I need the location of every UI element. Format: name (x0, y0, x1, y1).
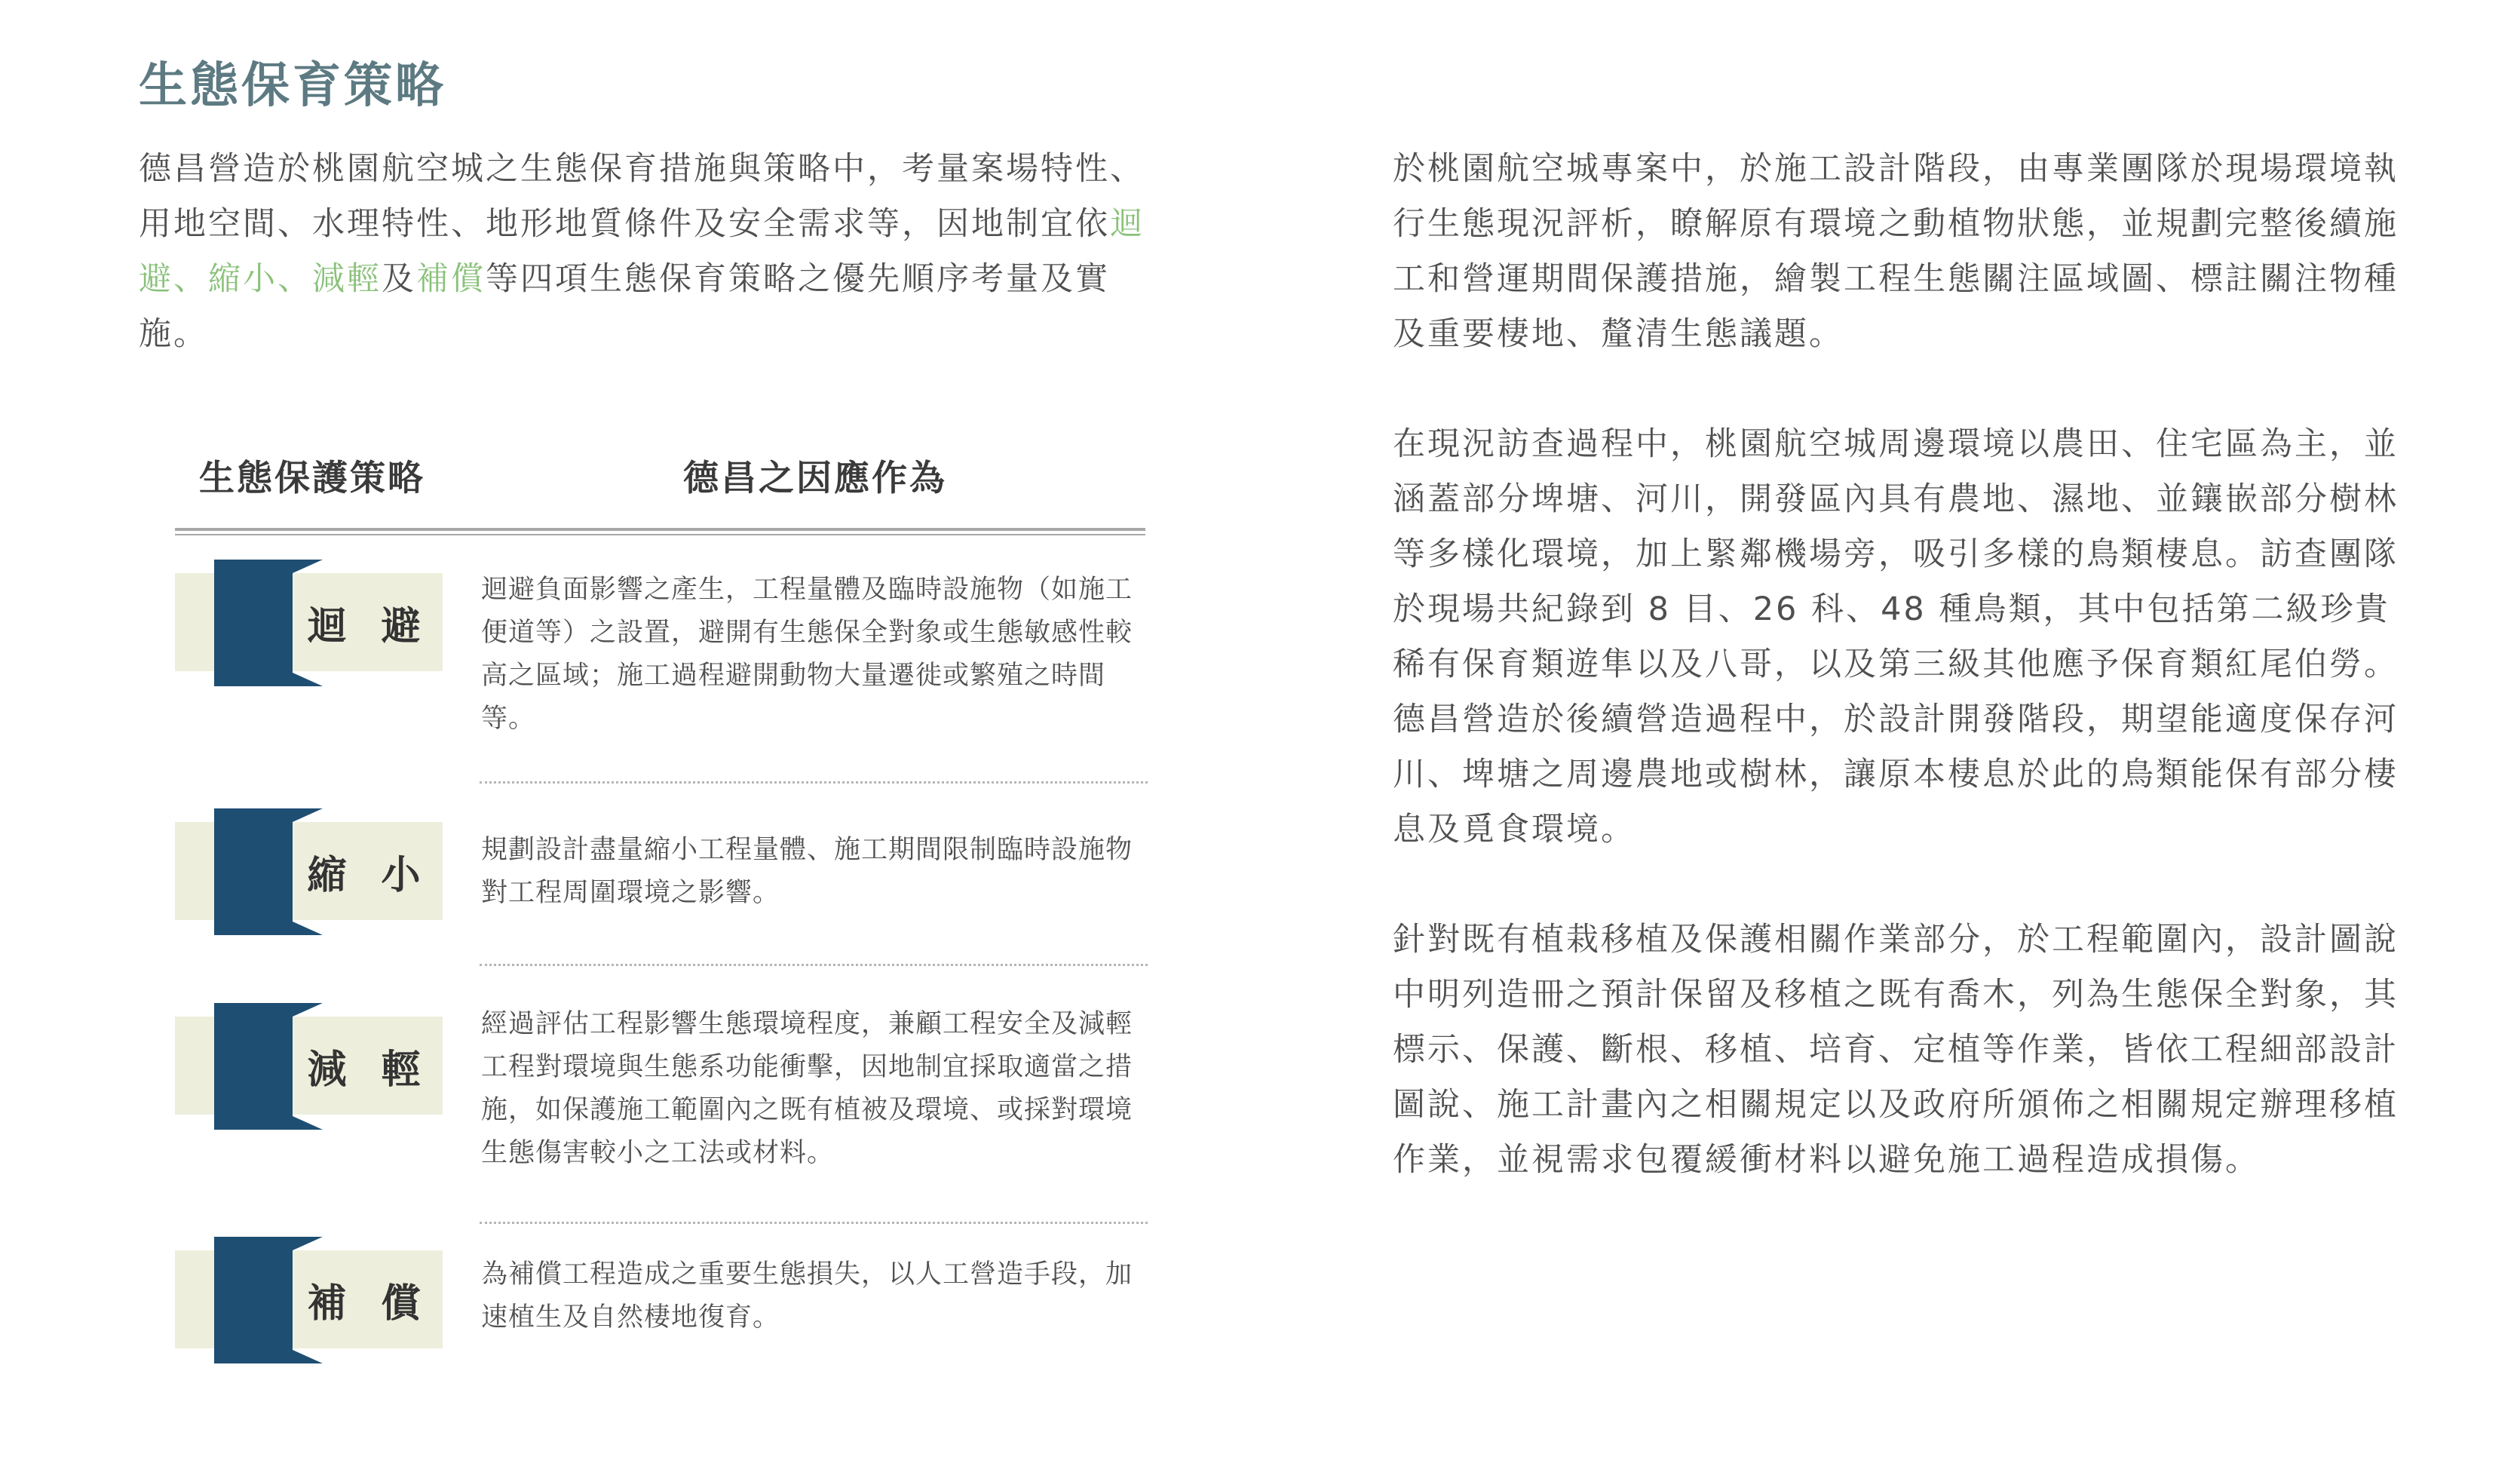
strategy-label: 迴 避 (307, 603, 431, 649)
strategy-badge (175, 808, 443, 935)
strategy-label: 減 輕 (307, 1047, 431, 1093)
strategy-badge (175, 1003, 443, 1130)
paragraph-site-survey: 在現況訪查過程中，桃園航空城周邊環境以農田、住宅區為主，並涵蓋部分埤塘、河川，開發區內具有農地、濕地、並鑲嵌部分樹林等多樣化環境，加上緊鄰機場旁，吸引多樣的鳥類棲息。訪查團隊於現場共紀錄到 8 目、26 科、48 種鳥類，其中包括第二級珍貴稀有保育類遊隼以及八哥，以及第三級其他應予保育類紅尾伯勞。德昌營造於後續營造過程中，於設計開發階段，期望能適度保存河川、埤塘之周邊農地或樹林，讓原本棲息於此的鳥類能保有部分棲息及覓食環境。 (1393, 425, 2399, 848)
header-divider (175, 528, 1145, 531)
intro-text-mid: 及 (382, 260, 416, 298)
strategy-label: 補 償 (307, 1281, 431, 1327)
intro-highlight-compensation: 補償 (416, 260, 486, 298)
strategy-description: 規劃設計盡量縮小工程量體、施工期間限制臨時設施物對工程周圍環境之影響。 (481, 835, 1133, 908)
paragraph-design-phase: 於桃園航空城專案中，於施工設計階段，由專業團隊於現場環境執行生態現況評析，瞭解原有環境之動植物狀態，並規劃完整後續施工和營運期間保護措施，繪製工程生態關注區域圖、標註關注物種及重要棲地、釐清生態議題。 (1393, 150, 2399, 353)
intro-highlight-strategies: 迴避、縮小、減輕 (139, 205, 1145, 298)
table-header-response: 德昌之因應作為 (683, 458, 947, 499)
paragraph-tree-transplant: 針對既有植栽移植及保護相關作業部分，於工程範圍內，設計圖說中明列造冊之預計保留及移植之既有喬木，列為生態保全對象，其標示、保護、斷根、移植、培育、定植等作業，皆依工程細部設計圖說、施工計畫內之相關規定以及政府所頒佈之相關規定辦理移植作業，並視需求包覆緩衝材料以避免施工過程造成損傷。 (1393, 921, 2399, 1179)
row-divider (480, 1222, 1148, 1224)
header-divider-thin (175, 534, 1145, 535)
right-column (1393, 142, 2403, 1243)
page-title: 生態保育策略 (139, 58, 446, 114)
row-divider (480, 964, 1148, 966)
intro-text-1: 德昌營造於桃園航空城之生態保育措施與策略中，考量案場特性、用地空間、水理特性、地形地質條件及安全需求等，因地制宜依 (139, 150, 1145, 243)
strategy-badge (175, 1237, 443, 1363)
strategy-badge (175, 560, 443, 686)
row-divider (480, 781, 1148, 784)
intro-paragraph (139, 142, 1164, 362)
strategy-label: 縮 小 (307, 852, 431, 898)
strategy-description: 為補償工程造成之重要生態損失，以人工營造手段，加速植生及自然棲地復育。 (481, 1259, 1133, 1333)
strategy-description: 經過評估工程影響生態環境程度，兼顧工程安全及減輕工程對環境與生態系功能衝擊，因地制宜採取適當之措施，如保護施工範圍內之既有植被及環境、或採對環境生態傷害較小之工法或材料。 (481, 1009, 1133, 1168)
intro-text-2: 等四項生態保育策略之優先順序考量及實施。 (139, 260, 1110, 353)
strategy-description: 迴避負面影響之產生，工程量體及臨時設施物（如施工便道等）之設置，避開有生態保全對象或生態敏感性較高之區域；施工過程避開動物大量遷徙或繁殖之時間等。 (481, 575, 1133, 734)
table-header-strategy: 生態保護策略 (199, 458, 425, 499)
